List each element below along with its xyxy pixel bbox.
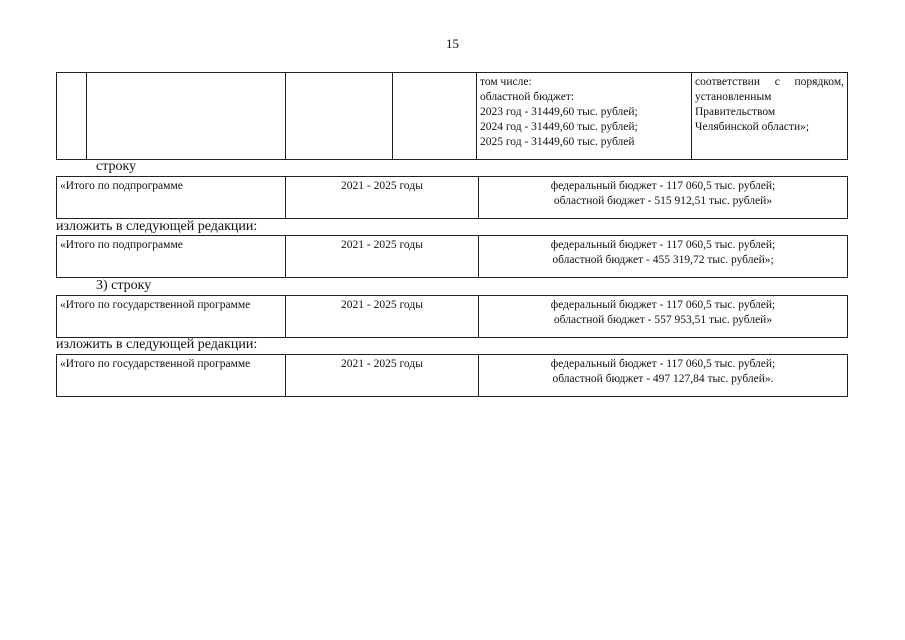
budget-line: областной бюджет:	[480, 91, 575, 103]
budget-line: том числе:	[480, 76, 532, 88]
table-row	[57, 296, 848, 338]
procedure-line: Челябинской области»;	[695, 121, 810, 133]
cell-name: «Итого по государственной программе	[57, 355, 286, 397]
label-3-stroku: 3) строку	[96, 278, 152, 293]
regional-budget: областной бюджет - 515 912,51 тыс. рублей»	[553, 195, 773, 207]
cell-name: «Итого по подпрограмме	[57, 236, 286, 278]
cell-name	[87, 73, 286, 160]
regional-budget: областной бюджет - 497 127,84 тыс. рублей».	[552, 373, 774, 385]
amendment-table-new-subprogram	[56, 235, 848, 278]
cell-funding	[479, 177, 848, 219]
cell-period	[286, 73, 393, 160]
cell-funding	[479, 296, 848, 338]
cell-procedure	[692, 73, 848, 160]
cell-name: «Итого по подпрограмме	[57, 177, 286, 219]
cell-name: «Итого по государственной программе	[57, 296, 286, 338]
cell-funding	[479, 236, 848, 278]
budget-line: 2024 год - 31449,60 тыс. рублей;	[480, 121, 638, 133]
cell-number	[57, 73, 87, 160]
amendment-table-old-subprogram	[56, 176, 848, 219]
cell-funding	[479, 355, 848, 397]
cell-period: 2021 - 2025 годы	[286, 355, 479, 397]
federal-budget: федеральный бюджет - 117 060,5 тыс. рублей;	[550, 299, 776, 311]
regional-budget: областной бюджет - 557 953,51 тыс. рублей»	[553, 314, 773, 326]
label-izlozhit: изложить в следующей редакции:	[56, 219, 258, 234]
table-row	[57, 177, 848, 219]
federal-budget: федеральный бюджет - 117 060,5 тыс. рублей;	[550, 358, 776, 370]
table-row	[57, 355, 848, 397]
cell-budget	[477, 73, 692, 160]
page-number: 15	[446, 36, 459, 51]
cell-period: 2021 - 2025 годы	[286, 296, 479, 338]
procedure-line: соответствии с порядком,	[695, 76, 844, 88]
amendment-table-old-program	[56, 295, 848, 338]
table-row	[57, 73, 848, 160]
cell-period: 2021 - 2025 годы	[286, 177, 479, 219]
federal-budget: федеральный бюджет - 117 060,5 тыс. рублей;	[550, 180, 776, 192]
amendment-table-new-program	[56, 354, 848, 397]
procedure-line: Правительством	[695, 106, 776, 118]
federal-budget: федеральный бюджет - 117 060,5 тыс. рублей;	[550, 239, 776, 251]
label-izlozhit: изложить в следующей редакции:	[56, 337, 258, 352]
procedure-line: установленным	[695, 91, 772, 103]
cell-empty	[393, 73, 477, 160]
budget-line: 2023 год - 31449,60 тыс. рублей;	[480, 106, 638, 118]
regional-budget: областной бюджет - 455 319,72 тыс. рублей»;	[552, 254, 774, 266]
budget-line: 2025 год - 31449,60 тыс. рублей	[480, 136, 635, 148]
continuation-table	[56, 72, 848, 160]
label-stroku: строку	[96, 159, 137, 174]
table-row	[57, 236, 848, 278]
cell-period: 2021 - 2025 годы	[286, 236, 479, 278]
